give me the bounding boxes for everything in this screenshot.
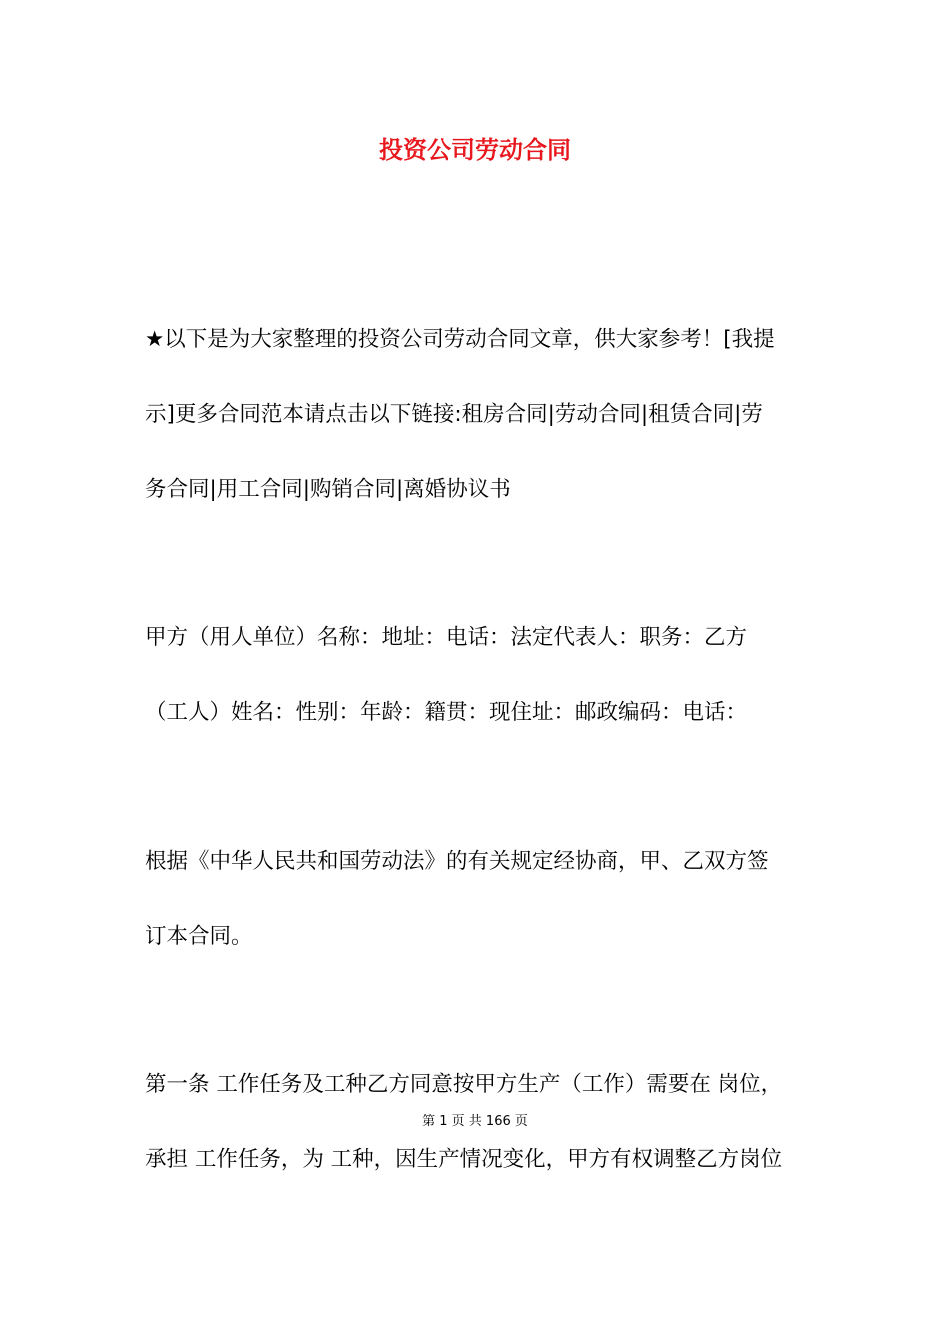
parties-line-1: 甲方（用人单位）名称：地址：电话：法定代表人：职务：乙方 xyxy=(145,625,748,650)
article1-line-2: 承担 工作任务，为 工种，因生产情况变化，甲方有权调整乙方岗位 xyxy=(145,1147,783,1172)
intro-line-2: 示]更多合同范本请点击以下链接:租房合同|劳动合同|租赁合同|劳 xyxy=(145,402,763,427)
intro-line-1: ★以下是为大家整理的投资公司劳动合同文章，供大家参考！[我提 xyxy=(145,327,775,352)
basis-line-2: 订本合同。 xyxy=(145,924,253,949)
basis-line-1: 根据《中华人民共和国劳动法》的有关规定经协商，甲、乙双方签 xyxy=(145,849,769,874)
document-title: 投资公司劳动合同 xyxy=(379,136,571,164)
intro-line-3: 务合同|用工合同|购销合同|离婚协议书 xyxy=(145,477,511,502)
article1-line-1: 第一条 工作任务及工种乙方同意按甲方生产（工作）需要在 岗位， xyxy=(145,1072,783,1097)
parties-line-2: （工人）姓名：性别：年龄：籍贯：现住址：邮政编码：电话： xyxy=(145,700,748,725)
page-footer: 第 1 页 共 166 页 xyxy=(422,1114,528,1129)
